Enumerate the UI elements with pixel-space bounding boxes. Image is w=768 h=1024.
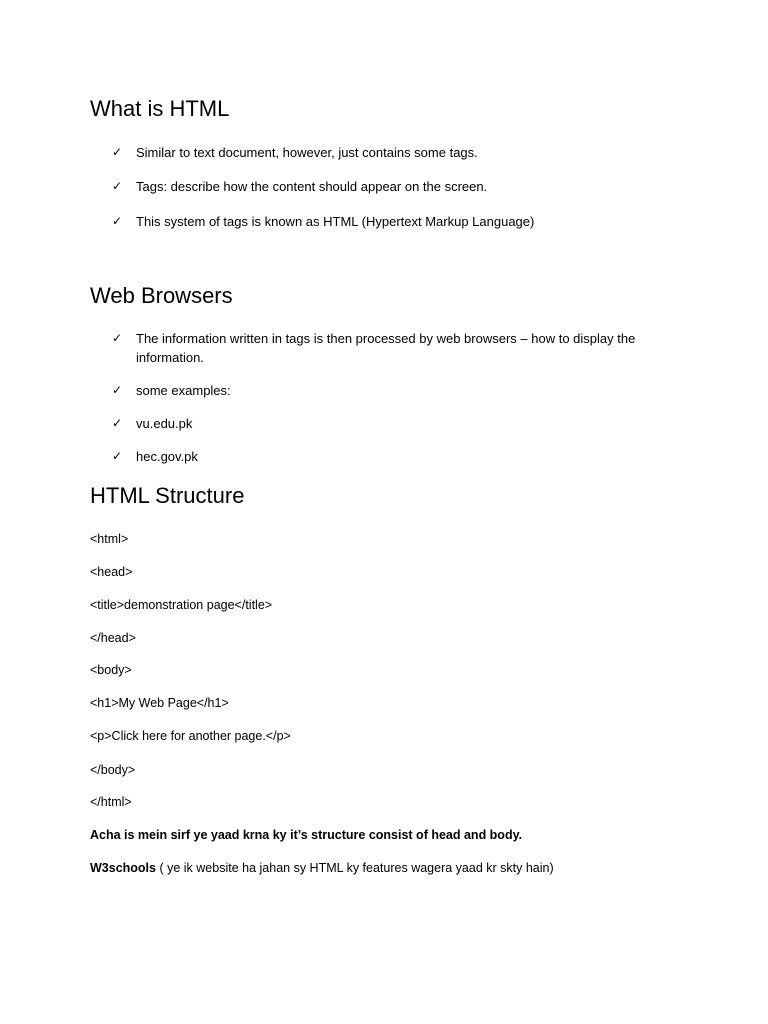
bullet-text: The information written in tags is then processed by web browsers – how to display the information. xyxy=(136,331,636,365)
w3schools-note xyxy=(90,860,554,876)
structure-note: Acha is mein sirf ye yaad krna ky it’s structure consist of head and body. xyxy=(90,828,523,842)
w3schools-label: W3schools xyxy=(90,861,156,875)
checkmark-icon: ✓ xyxy=(112,383,123,397)
heading-what-is-html: What is HTML xyxy=(90,96,230,121)
code-line: </head> xyxy=(90,631,136,645)
checkmark-icon: ✓ xyxy=(112,449,123,463)
checkmark-icon: ✓ xyxy=(112,145,123,159)
code-line: </body> xyxy=(90,763,136,777)
code-line: <title>demonstration page</title> xyxy=(90,598,273,612)
bullet-item xyxy=(112,381,672,400)
bullet-text: hec.gov.pk xyxy=(136,449,198,464)
code-line: <h1>My Web Page</h1> xyxy=(90,696,229,710)
checkmark-icon: ✓ xyxy=(112,214,123,228)
w3schools-text: ( ye ik website ha jahan sy HTML ky features wagera yaad kr skty hain) xyxy=(156,861,554,875)
code-line: <head> xyxy=(90,565,133,579)
heading-html-structure: HTML Structure xyxy=(90,483,245,508)
bullet-item xyxy=(112,329,672,367)
code-line: <body> xyxy=(90,663,132,677)
bullet-item xyxy=(112,414,672,433)
code-line: <p>Click here for another page.</p> xyxy=(90,729,291,743)
bullet-item xyxy=(112,212,672,231)
bullet-text: Tags: describe how the content should appear on the screen. xyxy=(136,179,488,194)
code-line: </html> xyxy=(90,795,132,809)
heading-web-browsers: Web Browsers xyxy=(90,283,233,308)
bullet-text: This system of tags is known as HTML (Hypertext Markup Language) xyxy=(136,214,535,229)
checkmark-icon: ✓ xyxy=(112,331,123,345)
code-line: <html> xyxy=(90,532,129,546)
bullet-item xyxy=(112,447,672,466)
checkmark-icon: ✓ xyxy=(112,179,123,193)
bullet-text: some examples: xyxy=(136,383,231,398)
bullet-item xyxy=(112,143,672,162)
checkmark-icon: ✓ xyxy=(112,416,123,430)
bullet-text: vu.edu.pk xyxy=(136,416,193,431)
bullet-item xyxy=(112,177,672,196)
bullet-text: Similar to text document, however, just contains some tags. xyxy=(136,145,478,160)
